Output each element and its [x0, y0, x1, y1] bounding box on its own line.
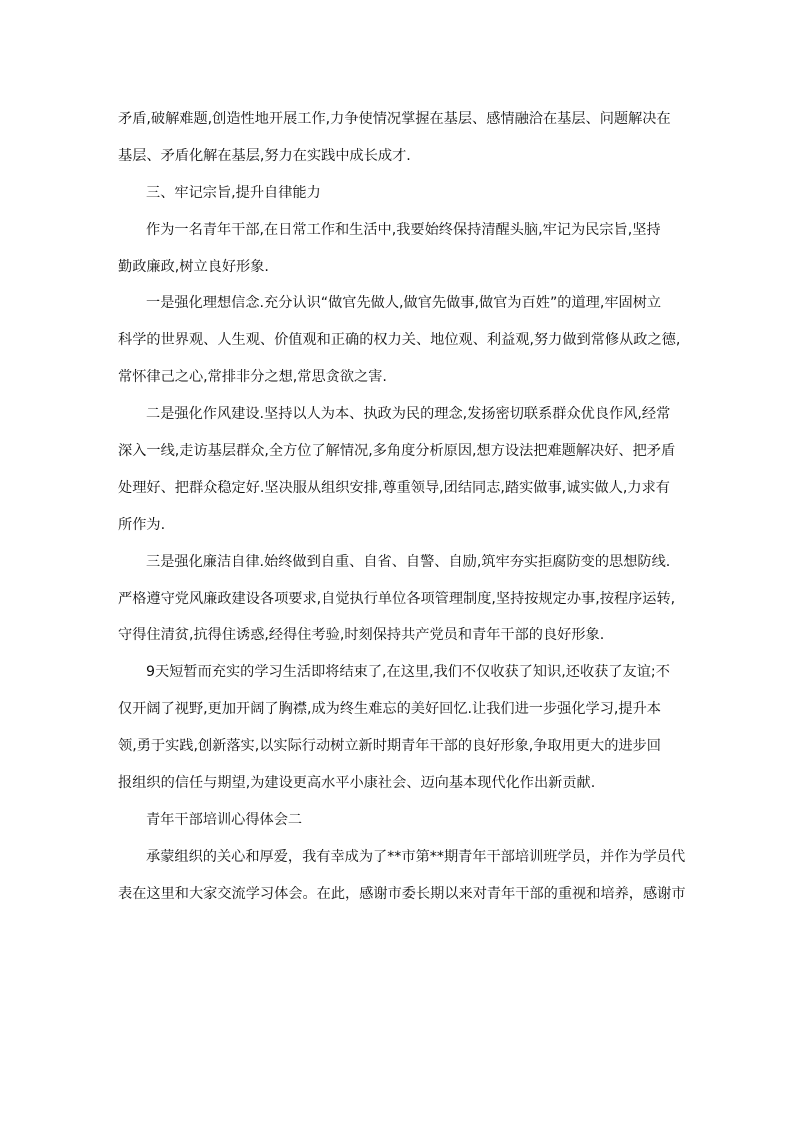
text-line: 处理好、把群众稳定好.坚决服从组织安排,尊重领导,团结同志,踏实做事,诚实做人,力求有: [118, 479, 670, 496]
text-line: 科学的世界观、人生观、价值观和正确的权力关、地位观、利益观,努力做到常修从政之德,: [118, 332, 681, 349]
text-line: 常怀律己之心,常排非分之想,常思贪欲之害.: [118, 369, 387, 386]
text-line: 三是强化廉洁自律.始终做到自重、自省、自警、自励,筑牢夯实拒腐防变的思想防线.: [146, 553, 671, 570]
text-line: 守得住清贫,抗得住诱惑,经得住考验,时刻保持共产党员和青年干部的良好形象.: [118, 627, 605, 644]
document-body: [118, 101, 686, 913]
text-line: 9天短暂而充实的学习生活即将结束了,在这里,我们不仅收获了知识,还收获了友谊;不: [146, 664, 670, 681]
text-line: 严格遵守党风廉政建设各项要求,自觉执行单位各项管理制度,坚持按规定办事,按程序运转,: [118, 590, 676, 607]
text-line: 基层、矛盾化解在基层,努力在实践中成长成才.: [118, 147, 411, 164]
text-line: 报组织的信任与期望,为建设更高水平小康社会、迈向基本现代化作出新贡献.: [118, 775, 596, 792]
text-line: 勤政廉政,树立良好形象.: [118, 258, 269, 275]
section-heading: 三、牢记宗旨,提升自律能力: [146, 184, 321, 201]
text-line: 矛盾,破解难题,创造性地开展工作,力争使情况掌握在基层、感情融洽在基层、问题解决在: [118, 111, 671, 127]
text-line: 仅开阔了视野,更加开阔了胸襟,成为终生难忘的美好回忆.让我们进一步强化学习,提升本: [118, 701, 661, 718]
text-line: 二是强化作风建设.坚持以人为本、执政为民的理念,发扬密切联系群众优良作风,经常: [146, 406, 671, 423]
text-line: 承蒙组织的关心和厚爱，我有幸成为了**市第**期青年干部培训班学员，并作为学员代: [146, 848, 686, 865]
text-line: 一是强化理想信念.充分认识“做官先做人,做官先做事,做官为百姓”的道理,牢固树立: [146, 295, 662, 312]
text-line: 作为一名青年干部,在日常工作和生活中,我要始终保持清醒头脑,牢记为民宗旨,坚持: [146, 221, 661, 238]
text-line: 领,勇于实践,创新落实,以实际行动树立新时期青年干部的良好形象,争取用更大的进步回: [118, 738, 661, 755]
text-line: 深入一线,走访基层群众,全方位了解情况,多角度分析原因,想方设法把难题解决好、把矛盾: [118, 443, 676, 460]
text-line: 所作为.: [118, 516, 166, 533]
section-title: 青年干部培训心得体会二: [146, 811, 303, 828]
text-line: 表在这里和大家交流学习体会。在此，感谢市委长期以来对青年干部的重视和培养，感谢市: [118, 885, 686, 902]
